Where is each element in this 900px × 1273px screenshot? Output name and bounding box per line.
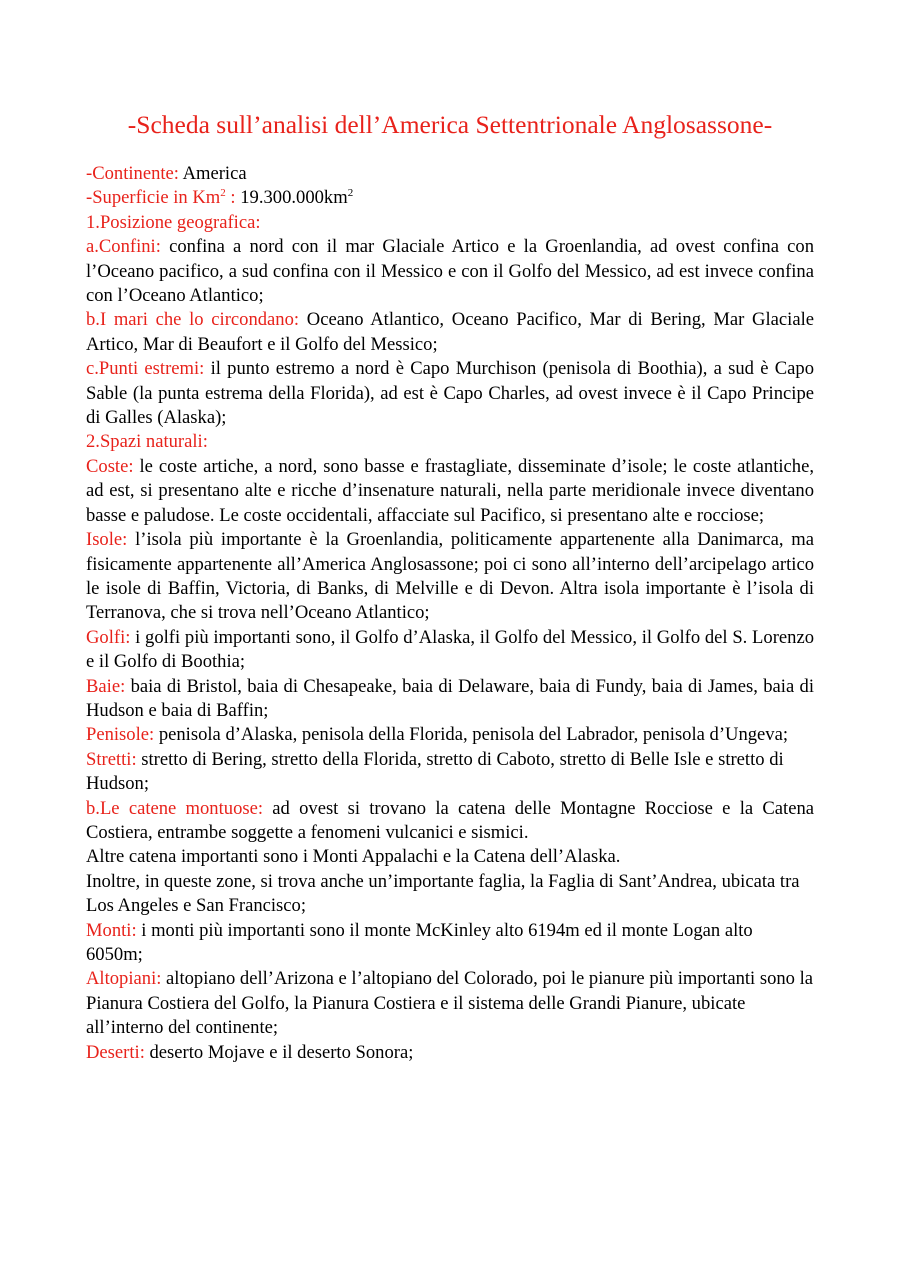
mari-text: Oceano Atlantico, Oceano Pacifico, Mar di Bering, Mar Glaciale Artico, Mar di Beaufort e il Golfo del Messico;: [86, 309, 814, 355]
stretti-label: Stretti:: [86, 748, 137, 770]
deserti-text: deserto Mojave e il deserto Sonora;: [144, 1041, 414, 1063]
golfi-label: Golfi:: [86, 626, 131, 648]
punti-text: il punto estremo a nord è Capo Murchison (penisola di Boothia), a sud è Capo Sable (la punta estrema della Florida), ad est è Capo Charles, ad ovest invece è il Capo Principe di Galles (Alaska);: [86, 358, 814, 429]
deserti-paragraph: [86, 1041, 814, 1065]
altopiani-paragraph: [86, 967, 814, 1040]
golfi-text: i golfi più importanti sono, il Golfo d’Alaska, il Golfo del Messico, il Golfo del S. Lorenzo e il Golfo di Boothia;: [86, 626, 814, 673]
penisole-text: penisola d’Alaska, penisola della Florida, penisola del Labrador, penisola d’Ungeva;: [154, 724, 789, 746]
deserti-label: Deserti:: [86, 1041, 145, 1063]
stretti-text: stretto di Bering, stretto della Florida, stretto di Caboto, stretto di Belle Isle e stretto di Hudson;: [86, 748, 784, 795]
monti-paragraph: [86, 919, 814, 968]
superficie-value: [236, 187, 354, 208]
catene-paragraph: [86, 797, 814, 846]
isole-label: Isole:: [86, 529, 128, 551]
mari-paragraph: [86, 308, 814, 357]
altopiani-text: altopiano dell’Arizona e l’altopiano del Colorado, poi le pianure più importanti sono la Pianura Costiera del Golfo, la Pianura Costiera e il sistema delle Grandi Pianure, ubicate all’interno del continente;: [86, 968, 814, 1039]
continente-label: -Continente:: [86, 163, 179, 184]
continente-value: America: [178, 163, 247, 184]
catene-label: b.Le catene montuose:: [86, 797, 264, 819]
document-body: [86, 162, 814, 1065]
section-posizione: 1.Posizione geografica:: [86, 211, 261, 233]
confini-text: confina a nord con il mar Glaciale Artico e la Groenlandia, ad ovest confina con l’Oceano pacifico, a sud confina con il Messico e con il Golfo del Messico, ad est invece confina con l’Oceano Atlantico;: [86, 236, 814, 307]
catene-text: ad ovest si trovano la catena delle Montagne Rocciose e la Catena Costiera, entrambe soggette a fenomeni vulcanici e sismici.: [86, 797, 814, 843]
baie-text: baia di Bristol, baia di Chesapeake, baia di Delaware, baia di Fundy, baia di James, baia di Hudson e baia di Baffin;: [86, 675, 814, 721]
coste-text: le coste artiche, a nord, sono basse e frastagliate, disseminate d’isole; le coste atlantiche, ad est, si presentano alte e ricche d’insenature naturali, nella parte meridionale invece diventano basse e paludose. Le coste occidentali, affacciate sul Pacifico, si presentano alte e rocciose;: [86, 455, 814, 526]
confini-label: a.Confini:: [86, 236, 161, 258]
coste-paragraph: [86, 455, 814, 528]
superficie-label-text: -Superficie in Km: [86, 187, 221, 209]
isole-paragraph: [86, 528, 814, 626]
superficie-label-sup: 2: [220, 187, 226, 200]
stretti-paragraph: [86, 748, 814, 797]
superficie-line: [86, 186, 814, 210]
monti-text: i monti più importanti sono il monte McKinley alto 6194m ed il monte Logan alto 6050m;: [86, 919, 753, 965]
page-title: -Scheda sull’analisi dell’America Settentrionale Anglosassone-: [127, 110, 773, 139]
penisole-label: Penisole:: [86, 724, 155, 746]
punti-label: c.Punti estremi:: [86, 358, 205, 380]
isole-text: l’isola più importante è la Groenlandia, politicamente appartenente alla Danimarca, ma fisicamente appartenente all’America Anglosassone; poi ci sono all’interno dell’arcipelago artico le isole di Baffin, Victoria, di Banks, di Melville e di Devon. Altra isola importante è l’isola di Terranova, che si trova nell’Oceano Atlantico;: [86, 529, 814, 624]
catene-line-2: Altre catena importanti sono i Monti Appalachi e la Catena dell’Alaska.: [86, 846, 621, 868]
confini-paragraph: [86, 235, 814, 308]
section-spazi: 2.Spazi naturali:: [86, 431, 208, 453]
monti-label: Monti:: [86, 919, 137, 941]
superficie-label: [86, 187, 236, 208]
superficie-value-sup: 2: [347, 187, 354, 200]
punti-paragraph: [86, 357, 814, 430]
superficie-value-text: 19.300.000km: [235, 187, 348, 209]
penisole-paragraph: [86, 723, 814, 747]
mari-label: b.I mari che lo circondano:: [86, 309, 300, 331]
continente-line: [86, 162, 814, 186]
golfi-paragraph: [86, 626, 814, 675]
coste-label: Coste:: [86, 455, 134, 477]
catene-line-3: Inoltre, in queste zone, si trova anche un’importante faglia, la Faglia di Sant’Andrea, ubicata tra Los Angeles e San Francisco;: [86, 870, 800, 917]
superficie-label-colon: :: [225, 187, 236, 209]
baie-label: Baie:: [86, 675, 126, 697]
altopiani-label: Altopiani:: [86, 968, 162, 990]
baie-paragraph: [86, 675, 814, 724]
